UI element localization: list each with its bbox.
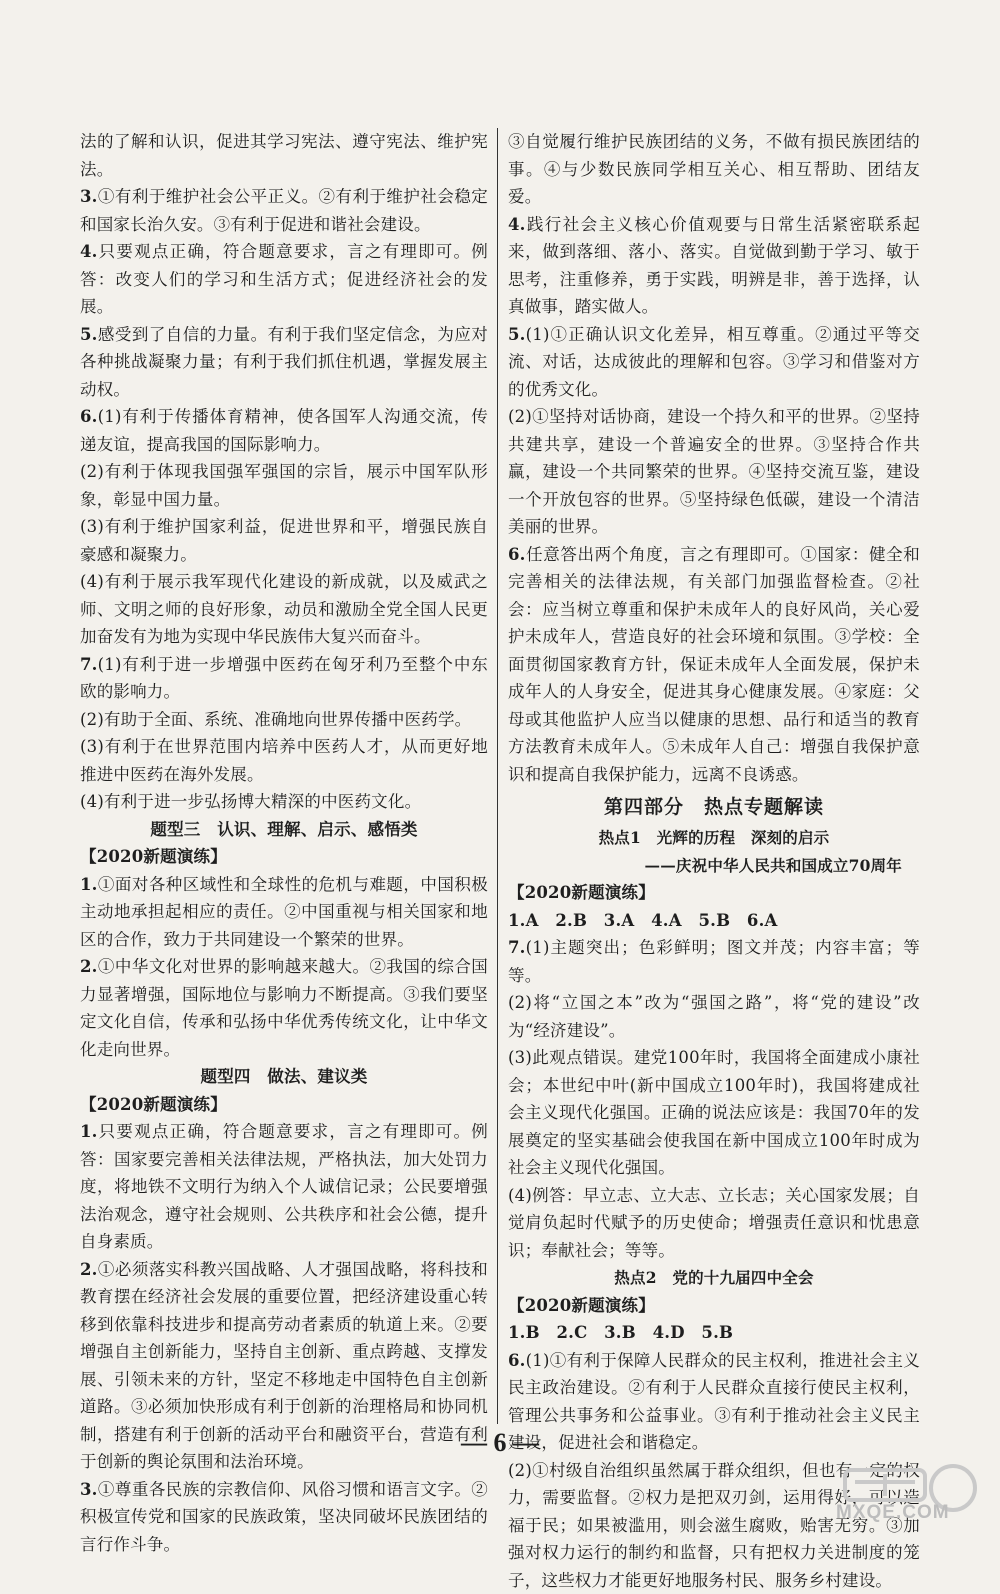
hotspot-subtitle: ——庆祝中华人民共和国成立70周年 <box>508 852 920 880</box>
answer-subitem: (3)有利于在世界范围内培养中医药人才，从而更好地推进中医药在海外发展。 <box>80 733 488 788</box>
item-number: 1. <box>80 1122 98 1141</box>
answer-item <box>80 1118 488 1256</box>
item-number: 5. <box>508 325 526 344</box>
item-text: 感受到了自信的力量。有利于我们坚定信念，为应对各种挑战凝聚力量；有利于我们抓住机遇，掌握发展主动权。 <box>80 325 488 399</box>
answer-item <box>80 953 488 1063</box>
hotspot-title: 热点2 党的十九届四中全会 <box>508 1264 920 1292</box>
section-tag: 1.A 2.B 3.A 4.A 5.B 6.A <box>508 907 920 935</box>
item-number: 7. <box>80 655 98 674</box>
item-number: 4. <box>508 215 526 234</box>
item-number: 7. <box>508 938 526 957</box>
answer-item <box>80 1476 488 1559</box>
left-column <box>80 128 488 1558</box>
item-text: (1)①有利于保障人民群众的民主权利，推进社会主义民主政治建设。②有利于人民群众直接行使民主权利，管理公共事务和公益事业。③有利于推动社会主义民主建设，促进社会和谐稳定。 <box>508 1351 920 1453</box>
item-number: 6. <box>80 407 98 426</box>
item-number: 1. <box>80 875 98 894</box>
section-tag: 1.B 2.C 3.B 4.D 5.B <box>508 1319 920 1347</box>
item-number: 3. <box>80 1480 98 1499</box>
item-text: (1)主题突出；色彩鲜明；图文并茂；内容丰富；等等。 <box>508 938 920 985</box>
answer-subitem: (2)有利于体现我国强军强国的宗旨，展示中国军队形象，彰显中国力量。 <box>80 458 488 513</box>
answer-subitem: (4)有利于进一步弘扬博大精深的中医药文化。 <box>80 788 488 816</box>
item-text: ①必须落实科教兴国战略、人才强国战略，将科技和教育摆在经济社会发展的重要位置，把经济建设重心转移到依靠科技进步和提高劳动者素质的轨道上来。②要增强自主创新能力，坚持自主创新、重点跨越、支撑发展、引领未来的方针，坚定不移地走中国特色自主创新道路。③必须加快形成有利于创新的治理格局和协同机制，搭建有利于创新的活动平台和融资平台，营造有利于创新的舆论氛围和法治环境。 <box>80 1260 488 1472</box>
answer-subitem: (4)例答：早立志、立大志、立长志；关心国家发展；自觉肩负起时代赋予的历史使命；增强责任意识和忧患意识；奉献社会；等等。 <box>508 1182 920 1265</box>
question-type-heading: 题型四 做法、建议类 <box>80 1063 488 1091</box>
item-text: 只要观点正确，符合题意要求，言之有理即可。例答：改变人们的学习和生活方式；促进经济社会的发展。 <box>80 242 488 316</box>
answer-item <box>80 651 488 706</box>
column-divider <box>497 128 498 1424</box>
section-tag: 【2020新题演练】 <box>80 1091 488 1119</box>
section-tag: 【2020新题演练】 <box>508 1292 920 1320</box>
answer-item <box>508 211 920 321</box>
item-number: 2. <box>80 957 98 976</box>
item-number: 2. <box>80 1260 98 1279</box>
item-text: ①中华文化对世界的影响越来越大。②我国的综合国力显著增强，国际地位与影响力不断提高。③我们要坚定文化自信，传承和弘扬中华优秀传统文化，让中华文化走向世界。 <box>80 957 488 1059</box>
hotspot-title: 热点1 光辉的历程 深刻的启示 <box>508 824 920 852</box>
page-number: — 6 — <box>0 1428 1000 1458</box>
part-title: 第四部分 热点专题解读 <box>508 790 920 824</box>
answer-subitem: (3)此观点错误。建党100年时，我国将全面建成小康社会；本世纪中叶(新中国成立100年时)，我国将建成社会主义现代化强国。正确的说法应该是：我国70年的发展奠定的坚实基础会使我国在新中国成立100年时成为社会主义现代化强国。 <box>508 1044 920 1182</box>
item-text: (1)有利于进一步增强中医药在匈牙利乃至整个中东欧的影响力。 <box>80 655 488 702</box>
answer-subitem: ③自觉履行维护民族团结的义务，不做有损民族团结的事。④与少数民族同学相互关心、相互帮助、团结友爱。 <box>508 128 920 211</box>
section-tag: 【2020新题演练】 <box>508 879 920 907</box>
item-text: ①面对各种区域性和全球性的危机与难题，中国积极主动地承担起相应的责任。②中国重视与相关国家和地区的合作，致力于共同建设一个繁荣的世界。 <box>80 875 488 949</box>
watermark-text: MXQE.COM <box>836 1502 950 1524</box>
answer-item <box>80 183 488 238</box>
answer-item <box>80 871 488 954</box>
item-text: 践行社会主义核心价值观要与日常生活紧密联系起来，做到落细、落小、落实。自觉做到勤于学习、敏于思考，注重修养，勇于实践，明辨是非，善于选择，认真做事，踏实做人。 <box>508 215 920 317</box>
question-type-heading: 题型三 认识、理解、启示、感悟类 <box>80 816 488 844</box>
item-number: 6. <box>508 545 526 564</box>
item-text: (1)①正确认识文化差异，相互尊重。②通过平等交流、对话，达成彼此的理解和包容。③学习和借鉴对方的优秀文化。 <box>508 325 920 399</box>
item-text: 法的了解和认识，促进其学习宪法、遵守宪法、维护宪法。 <box>80 132 488 179</box>
item-text: 任意答出两个角度，言之有理即可。①国家：健全和完善相关的法律法规，有关部门加强监督检查。②社会：应当树立尊重和保护未成年人的良好风尚，关心爱护未成年人，营造良好的社会环境和氛围。③学校：全面贯彻国家教育方针，保证未成年人全面发展，保护未成年人的人身安全，促进其身心健康发展。④家庭：父母或其他监护人应当以健康的思想、品行和适当的教育方法教育未成年人。⑤未成年人自己：增强自我保护意识和提高自我保护能力，远离不良诱惑。 <box>508 545 920 784</box>
item-number: 6. <box>508 1351 526 1370</box>
right-column <box>508 128 920 1594</box>
answer-subitem: (3)有利于维护国家利益，促进世界和平，增强民族自豪感和凝聚力。 <box>80 513 488 568</box>
answer-item <box>508 934 920 989</box>
section-tag: 【2020新题演练】 <box>80 843 488 871</box>
answer-subitem: (4)有利于展示我军现代化建设的新成就，以及威武之师、文明之师的良好形象，动员和激励全党全国人民更加奋发有为地为实现中华民族伟大复兴而奋斗。 <box>80 568 488 651</box>
item-text: (1)有利于传播体育精神，使各国军人沟通交流，传递友谊，提高我国的国际影响力。 <box>80 407 488 454</box>
answer-subitem: (2)将“立国之本”改为“强国之路”，将“党的建设”改为“经济建设”。 <box>508 989 920 1044</box>
item-text: ①有利于维护社会公平正义。②有利于维护社会稳定和国家长治久安。③有利于促进和谐社会建设。 <box>80 187 488 234</box>
item-number: 5. <box>80 325 98 344</box>
answer-subitem: (2)①坚持对话协商，建设一个持久和平的世界。②坚持共建共享，建设一个普遍安全的世界。③坚持合作共赢，建设一个共同繁荣的世界。④坚持交流互鉴，建设一个开放包容的世界。⑤坚持绿色低碳，建设一个清洁美丽的世界。 <box>508 403 920 541</box>
item-number: 4. <box>80 242 98 261</box>
answer-item <box>80 128 488 183</box>
answer-item <box>80 403 488 458</box>
answer-item <box>80 321 488 404</box>
item-text: ①尊重各民族的宗教信仰、风俗习惯和语言文字。②积极宣传党和国家的民族政策，坚决同破坏民族团结的言行作斗争。 <box>80 1480 488 1554</box>
item-number: 3. <box>80 187 98 206</box>
answer-item <box>508 541 920 789</box>
answer-subitem: (2)有助于全面、系统、准确地向世界传播中医药学。 <box>80 706 488 734</box>
answer-item <box>80 238 488 321</box>
item-text: 只要观点正确，符合题意要求，言之有理即可。例答：国家要完善相关法律法规，严格执法，加大处罚力度，将地铁不文明行为纳入个人诚信记录；公民要增强法治观念，遵守社会规则、公共秩序和社会公德，提升自身素质。 <box>80 1122 488 1251</box>
answer-subitem: (2)①村级自治组织虽然属于群众组织，但也有一定的权力，需要监督。②权力是把双刃剑，运用得好，可以造福于民；如果被滥用，则会滋生腐败，贻害无穷。③加强对权力运行的制约和监督，只有把权力关进制度的笼子，这些权力才能更好地服务村民、服务乡村建设。 <box>508 1457 920 1594</box>
answer-item <box>508 321 920 404</box>
